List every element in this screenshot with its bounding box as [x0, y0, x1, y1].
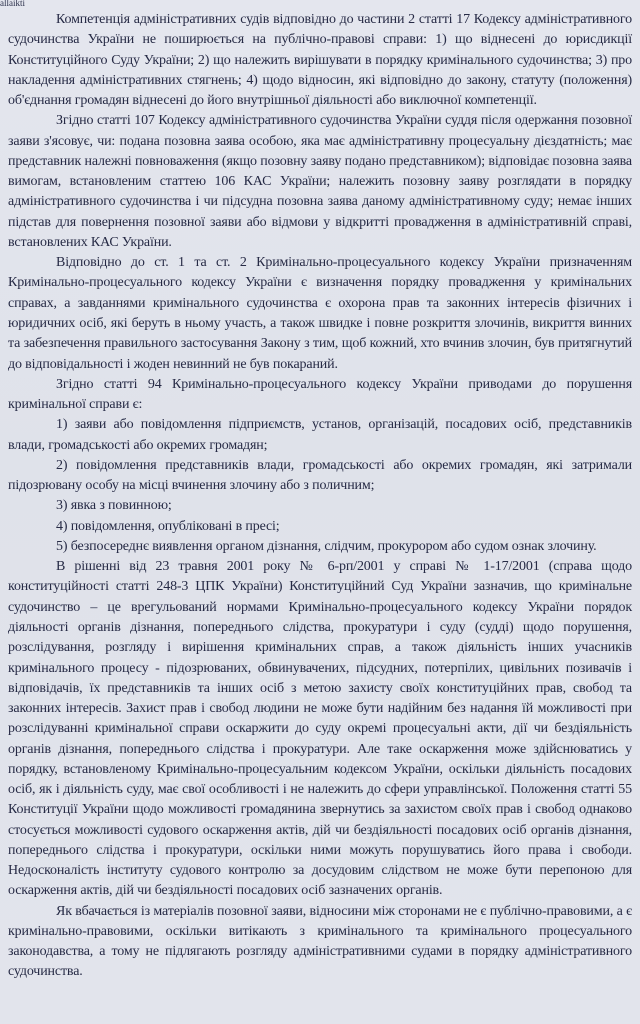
- paragraph-conclusion: Як вбачається із матеріалів позовної заяви, відносини між сторонами не є публічно-правовими, а є кримінально-правовими, оскільки витікають з кримінального та кримінального процесуального законодавства, а тому не підлягають розгляду адміністративними судами в порядку адміністративного судочинства.: [8, 903, 632, 980]
- list-item-2: 2) повідомлення представників влади, громадськості або окремих громадян, які затримали підозрювану особу на місці вчинення злочину або з поличним;: [8, 457, 632, 494]
- list-item-5: 5) безпосереднє виявлення органом дізнання, слідчим, прокурором або судом ознак злочину.: [56, 538, 597, 554]
- list-item-4: 4) повідомлення, опубліковані в пресі;: [56, 518, 280, 534]
- document-body: [8, 10, 632, 983]
- paragraph-competence: Компетенція адміністративних судів відповідно до частини 2 статті 17 Кодексу адміністративного судочинства України не поширюється на публічно-правові справи: 1) що віднесені до юрисдикції Конституційного Суду України; 2) що належить вирішувати в порядку кримінального судочинства; 3) про накладення адміністративних стягнень; 4) щодо відносин, які відповідно до закону, статуту (положення) об'єднання громадян віднесені до його внутрішньої діяльності або виключної компетенції.: [8, 12, 632, 109]
- paragraph-cpc-articles-1-2: Відповідно до ст. 1 та ст. 2 Кримінально-процесуального кодексу України призначенням Кримінально-процесуального кодексу України є визначення порядку провадження у кримінальних справах, а завданнями кримінального судочинства є охорона прав та законних інтересів фізичних і юридичних осіб, які беруть в ньому участь, а також швидке і повне розкриття злочинів, викриття винних та забезпечення правильного застосування Закону з тим, щоб кожний, хто вчинив злочин, був притягнутий до відповідальності і жоден невинний не був покараний.: [8, 255, 632, 372]
- list-item-1: 1) заяви або повідомлення підприємств, установ, організацій, посадових осіб, представників влади, громадськості або окремих громадян;: [8, 417, 632, 453]
- paragraph-article-107: Згідно статті 107 Кодексу адміністративного судочинства України суддя після одержання позовної заяви з'ясовує, чи: подана позовна заява особою, яка має адміністративну процесуальну дієздатність; має представник належні повноваження (якщо позовну заяву подано представником); відповідає позовна заява вимогам, встановленим статтею 106 КАС України; належить позовну заяву розглядати в порядку адміністративного судочинства і чи підсудна позовна заява даному адміністративному суду; немає інших підстав для повернення позовної заяви або відмови у відкритті провадження в адміністративній справі, встановлених КАС України.: [8, 113, 632, 250]
- paragraph-constitutional-court: В рішенні від 23 травня 2001 року № 6-рп/2001 у справі № 1-17/2001 (справа щодо конституційності статті 248-3 ЦПК України) Конституційний Суд України зазначив, що кримінальне судочинство – це врегульований нормами Кримінально-процесуального кодексу України порядок діяльності органів дізнання, попереднього слідства, прокуратури і суду (судді) щодо порушення, розслідування, розгляду і вирішення кримінальних справ, а також діяльність інших учасників кримінального процесу - підозрюваних, обвинувачених, підсудних, потерпілих, цивільних позивачів і відповідачів, їх представників та інших осіб з метою захисту своїх конституційних прав, свобод та законних інтересів. Захист прав і свобод людини не може бути надійним без надання їй можливості при розслідуванні кримінальної справи оскаржити до суду окремі процесуальні акти, дії чи бездіяльність органів дізнання, попереднього слідства і прокуратури. Але таке оскарження може здійснюватись у порядку, встановленому Кримінально-процесуальним кодексом України, оскільки діяльність посадових осіб, як і діяльність суду, має свої особливості і не належить до сфери управлінської. Положення статті 55 Конституції України щодо можливості громадянина звернутись за захистом своїх прав і свобод однаково стосується можливості судового оскарження актів, дій чи бездіяльності посадових осіб органів дізнання, попереднього слідства і прокуратури, оскільки ними можуть порушуватись його права і свободи. Недосконалість інституту судового контролю за досудовим слідством не може бути перепоною для оскарження актів, дій чи бездіяльності посадових осіб зазначених органів.: [8, 559, 632, 899]
- paragraph-article-94: Згідно статті 94 Кримінально-процесуального кодексу України приводами до порушення кримінальної справи є:: [8, 376, 632, 413]
- list-item-3: 3) явка з повинною;: [56, 498, 172, 514]
- header-fragment: allaikti: [0, 0, 25, 7]
